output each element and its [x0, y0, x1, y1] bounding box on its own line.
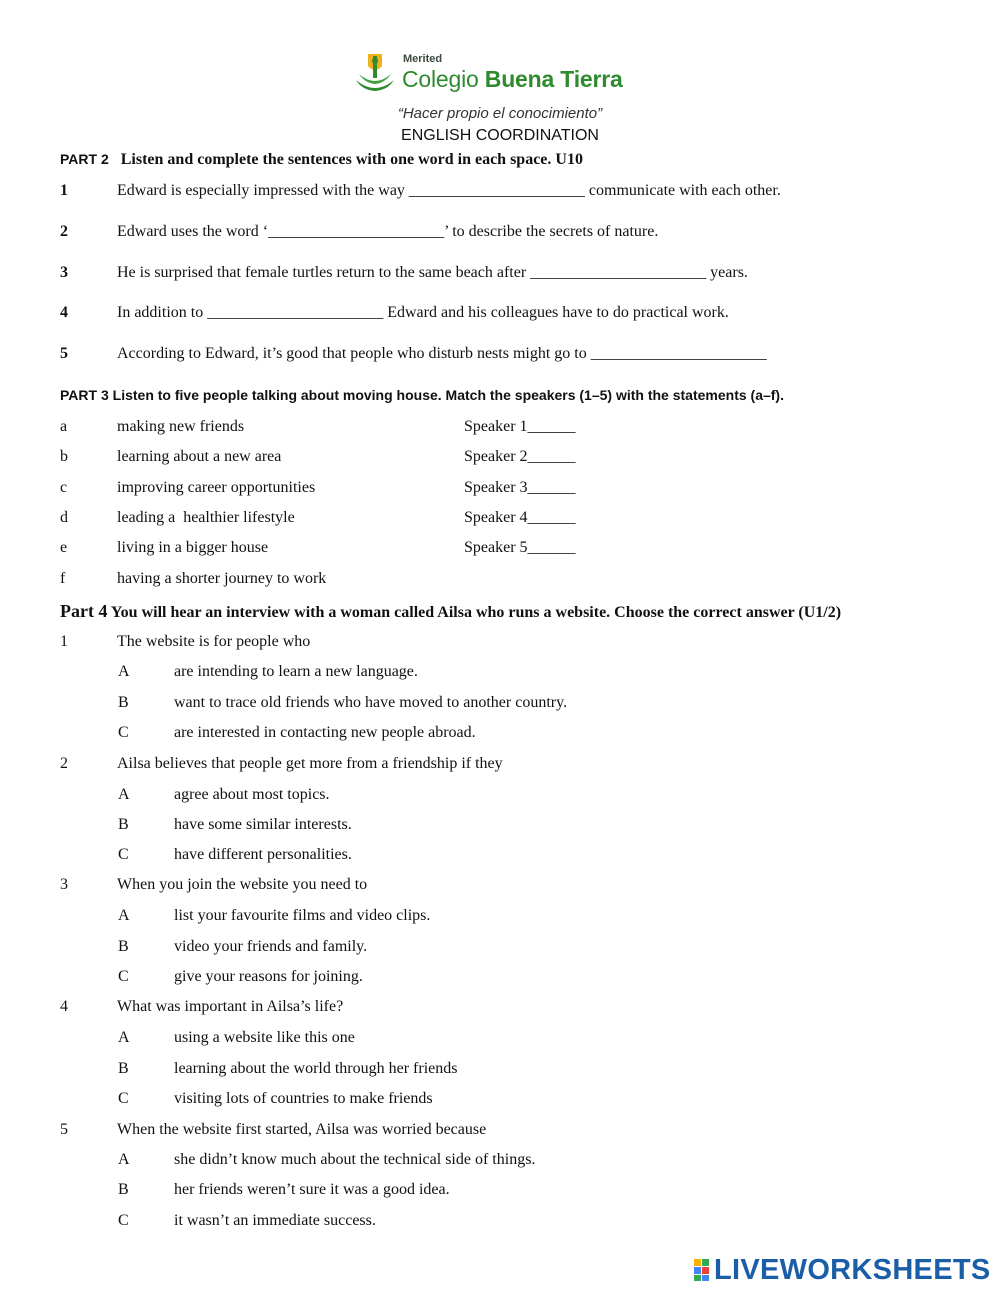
option-letter[interactable]: A: [118, 786, 130, 803]
option-letter[interactable]: C: [118, 1212, 129, 1229]
part2-item-number: 4: [60, 304, 68, 321]
part4-heading: [60, 601, 841, 622]
statement-text: having a shorter journey to work: [117, 570, 327, 587]
question-number: 1: [60, 633, 68, 650]
option-text[interactable]: using a website like this one: [174, 1029, 355, 1046]
question-text: Ailsa believes that people get more from a friendship if they: [117, 755, 503, 772]
option-letter[interactable]: C: [118, 846, 129, 863]
coordination-title: ENGLISH COORDINATION: [401, 127, 599, 144]
part2-item-text[interactable]: Edward is especially impressed with the way ______________________ communicate with each other.: [117, 182, 781, 199]
speaker-answer-blank[interactable]: Speaker 3______: [464, 479, 576, 496]
option-text[interactable]: want to trace old friends who have moved to another country.: [174, 694, 568, 711]
part2-item-number: 3: [60, 264, 68, 281]
option-letter[interactable]: B: [118, 694, 129, 711]
statement-text: making new friends: [117, 418, 245, 435]
speaker-answer-blank[interactable]: Speaker 4______: [464, 509, 576, 526]
option-text[interactable]: it wasn’t an immediate success.: [174, 1212, 376, 1229]
statement-text: leading a healthier lifestyle: [117, 509, 295, 526]
part4-label: Part 4: [60, 601, 108, 621]
school-logo-icon: [352, 50, 398, 96]
option-letter[interactable]: B: [118, 938, 129, 955]
option-letter[interactable]: A: [118, 663, 130, 680]
liveworksheets-wordmark: LIVEWORKSHEETS: [714, 1254, 991, 1286]
option-letter[interactable]: C: [118, 968, 129, 985]
question-number: 2: [60, 755, 68, 772]
option-text[interactable]: visiting lots of countries to make friends: [174, 1090, 433, 1107]
statement-letter: f: [60, 570, 66, 587]
option-text[interactable]: she didn’t know much about the technical side of things.: [174, 1151, 536, 1168]
part2-item-number: 1: [60, 182, 68, 199]
part2-item-text[interactable]: He is surprised that female turtles return to the same beach after ______________________ years.: [117, 264, 748, 281]
question-text: When you join the website you need to: [117, 876, 368, 893]
statement-letter: a: [60, 418, 68, 435]
statement-text: improving career opportunities: [117, 479, 316, 496]
liveworksheets-logo-icon: [694, 1259, 710, 1281]
school-name: [402, 66, 623, 93]
option-text[interactable]: learning about the world through her friends: [174, 1060, 458, 1077]
school-motto: “Hacer propio el conocimiento”: [397, 105, 603, 122]
part2-heading: [60, 151, 583, 169]
option-text[interactable]: are intending to learn a new language.: [174, 663, 418, 680]
part4-instruction: You will hear an interview with a woman called Ailsa who runs a website. Choose the correct answer (U1/2): [110, 604, 842, 621]
option-text[interactable]: agree about most topics.: [174, 786, 330, 803]
question-number: 3: [60, 876, 68, 893]
statement-text: living in a bigger house: [117, 539, 269, 556]
option-letter[interactable]: C: [118, 1090, 129, 1107]
statement-letter: e: [60, 539, 68, 556]
part2-item-text[interactable]: Edward uses the word ‘______________________’ to describe the secrets of nature.: [117, 223, 659, 240]
part2-instruction: Listen and complete the sentences with one word in each space. U10: [120, 151, 583, 168]
speaker-answer-blank[interactable]: Speaker 5______: [464, 539, 576, 556]
part2-item-text[interactable]: According to Edward, it’s good that people who disturb nests might go to ______________________: [117, 345, 767, 362]
speaker-answer-blank[interactable]: Speaker 2______: [464, 448, 576, 465]
option-text[interactable]: give your reasons for joining.: [174, 968, 363, 985]
question-number: 5: [60, 1121, 68, 1138]
speaker-answer-blank[interactable]: Speaker 1______: [464, 418, 576, 435]
option-text[interactable]: have some similar interests.: [174, 816, 352, 833]
part2-label: PART 2: [60, 151, 109, 167]
option-letter[interactable]: A: [118, 907, 130, 924]
option-letter[interactable]: A: [118, 1151, 130, 1168]
logo-merited-label: Merited: [403, 53, 443, 65]
statement-letter: d: [60, 509, 68, 526]
option-letter[interactable]: C: [118, 724, 129, 741]
option-letter[interactable]: B: [118, 1181, 129, 1198]
option-letter[interactable]: B: [118, 816, 129, 833]
part3-heading: PART 3 Listen to five people talking about moving house. Match the speakers (1–5) with the statements (a–f).: [60, 387, 784, 403]
option-letter[interactable]: A: [118, 1029, 130, 1046]
question-text: The website is for people who: [117, 633, 311, 650]
statement-letter: c: [60, 479, 68, 496]
statement-letter: b: [60, 448, 68, 465]
question-number: 4: [60, 998, 68, 1015]
part2-item-number: 5: [60, 345, 68, 362]
option-text[interactable]: video your friends and family.: [174, 938, 368, 955]
question-text: What was important in Ailsa’s life?: [117, 998, 344, 1015]
question-text: When the website first started, Ailsa was worried because: [117, 1121, 487, 1138]
school-name-bold: Buena Tierra: [484, 66, 623, 92]
statement-text: learning about a new area: [117, 448, 282, 465]
part2-item-text[interactable]: In addition to ______________________ Edward and his colleagues have to do practical work.: [117, 304, 729, 321]
option-text[interactable]: have different personalities.: [174, 846, 352, 863]
option-text[interactable]: are interested in contacting new people abroad.: [174, 724, 476, 741]
option-letter[interactable]: B: [118, 1060, 129, 1077]
option-text[interactable]: her friends weren’t sure it was a good idea.: [174, 1181, 450, 1198]
part2-item-number: 2: [60, 223, 68, 240]
option-text[interactable]: list your favourite films and video clips.: [174, 907, 431, 924]
school-name-light: Colegio: [402, 66, 485, 92]
